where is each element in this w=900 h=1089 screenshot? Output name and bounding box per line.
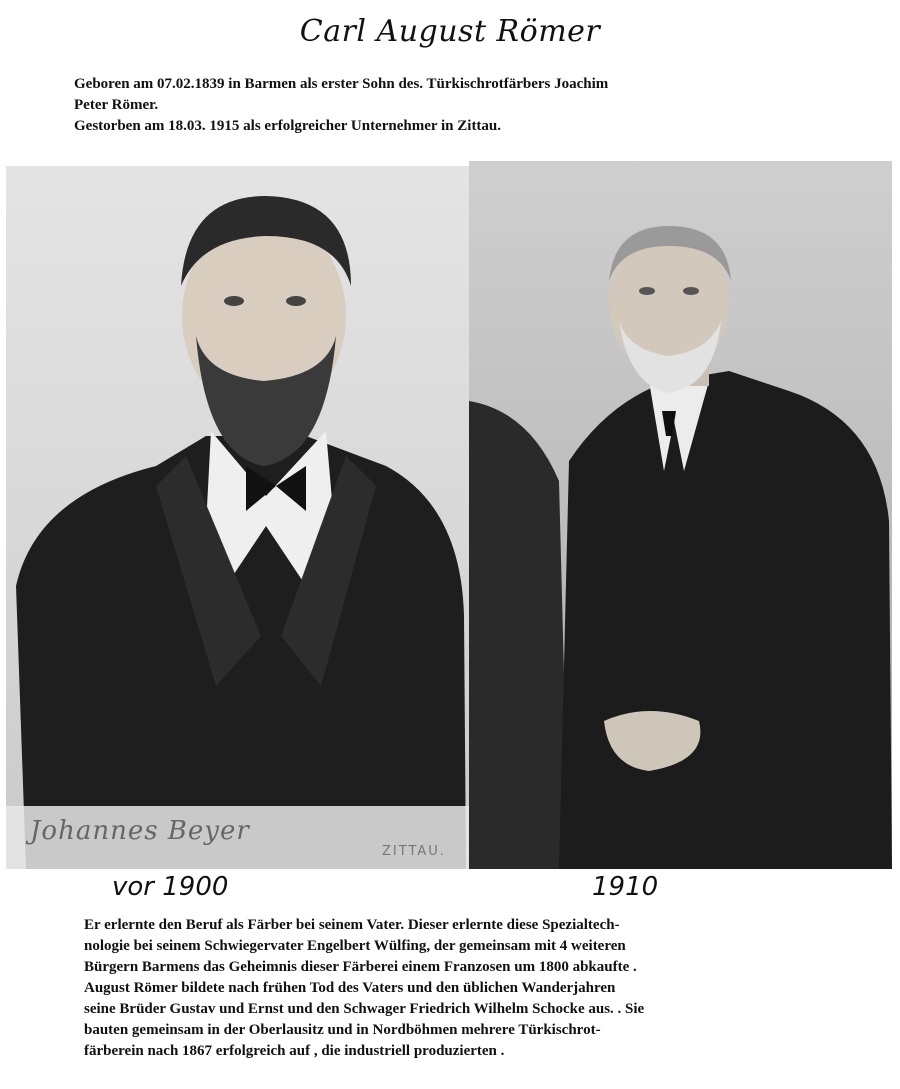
page-title: Carl August Römer xyxy=(299,14,601,49)
bio-line: färberein nach 1867 erfolgreich auf , die industriell produzierten . xyxy=(84,1043,505,1059)
bio-line: August Römer bildete nach frühen Tod des Vaters und den üblichen Wanderjahren xyxy=(84,980,616,996)
biography-text xyxy=(84,915,824,1062)
caption-left: vor 1900 xyxy=(112,872,229,902)
portrait-old-illustration xyxy=(469,161,892,869)
bio-line: Bürgern Barmens das Geheimnis dieser Färberei einem Franzosen um 1800 abkaufte . xyxy=(84,959,637,975)
portrait-photo-old xyxy=(469,161,892,869)
intro-line: Gestorben am 18.03. 1915 als erfolgreicher Unternehmer in Zittau. xyxy=(74,118,502,134)
bio-line: bauten gemeinsam in der Oberlausitz und in Nordböhmen mehrere Türkischrot- xyxy=(84,1022,601,1038)
studio-place-label: ZITTAU. xyxy=(382,844,446,859)
intro-line: Geboren am 07.02.1839 in Barmen als erster Sohn des. Türkischrotfärbers Joachim xyxy=(74,76,609,92)
portrait-photo-young xyxy=(6,166,469,869)
intro-line: Peter Römer. xyxy=(74,97,159,113)
caption-right: 1910 xyxy=(592,872,659,902)
photographer-signature: Johannes Beyer xyxy=(30,816,250,846)
bio-line: Er erlernte den Beruf als Färber bei seinem Vater. Dieser erlernte diese Spezialtech- xyxy=(84,917,620,933)
bio-line: seine Brüder Gustav und Ernst und den Schwager Friedrich Wilhelm Schocke aus. . Sie xyxy=(84,1001,645,1017)
bio-line: nologie bei seinem Schwiegervater Engelbert Wülfing, der gemeinsam mit 4 weiteren xyxy=(84,938,626,954)
portrait-young-illustration xyxy=(6,166,469,869)
intro-text xyxy=(74,74,834,137)
